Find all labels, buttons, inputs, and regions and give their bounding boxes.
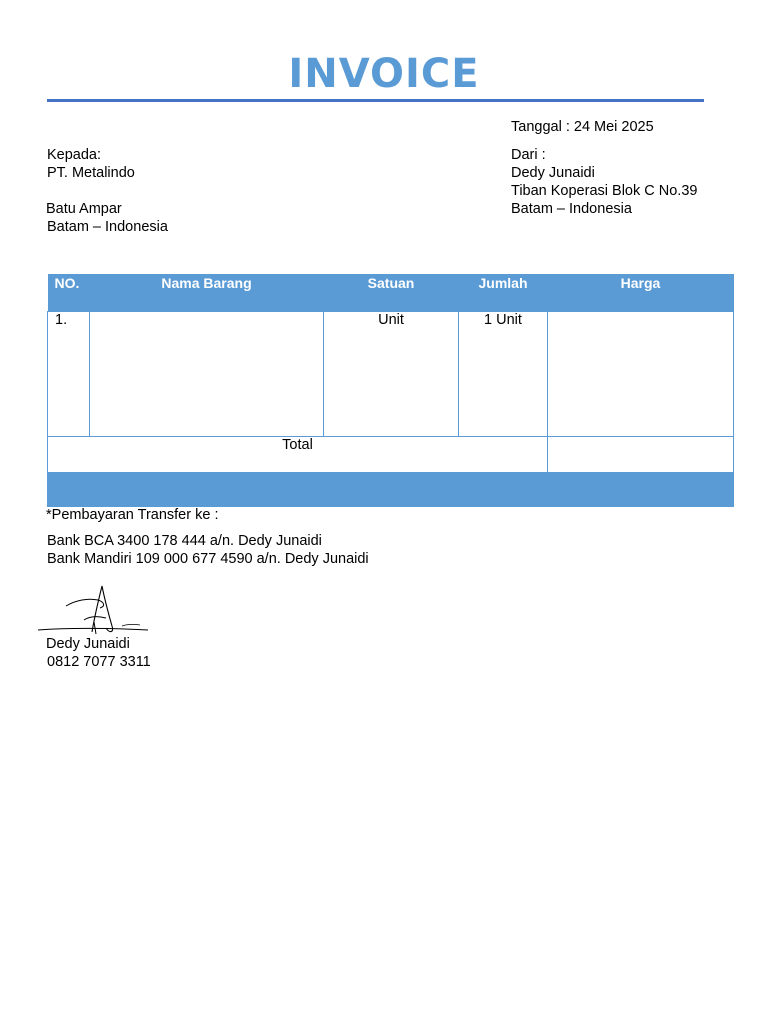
invoice-table <box>47 274 734 507</box>
signatory-name: Dedy Junaidi <box>46 636 130 652</box>
invoice-date: Tanggal : 24 Mei 2025 <box>511 119 654 135</box>
sender-label: Dari : <box>511 147 546 163</box>
table-header-row <box>48 274 734 312</box>
row-no-cell: 1. <box>48 312 90 437</box>
column-header-unit: Satuan <box>324 274 459 312</box>
bank-mandiri: Bank Mandiri 109 000 677 4590 a/n. Dedy Junaidi <box>47 551 369 567</box>
recipient-address-line2: Batam – Indonesia <box>47 219 168 235</box>
total-row <box>48 437 734 473</box>
signatory-phone: 0812 7077 3311 <box>47 654 151 670</box>
sender-name: Dedy Junaidi <box>511 165 595 181</box>
column-header-item: Nama Barang <box>90 274 324 312</box>
sender-address-line1: Tiban Koperasi Blok C No.39 <box>511 183 698 199</box>
table-row <box>48 312 734 437</box>
recipient-label: Kepada: <box>47 147 102 163</box>
sender-address-line2: Batam – Indonesia <box>511 201 632 217</box>
recipient-address-line1: Batu Ampar <box>46 201 122 217</box>
footer-band-cell <box>48 473 734 507</box>
table-footer-band <box>48 473 734 507</box>
bank-bca: Bank BCA 3400 178 444 a/n. Dedy Junaidi <box>47 533 322 549</box>
total-value-cell <box>548 437 734 473</box>
row-unit-cell: Unit <box>324 312 459 437</box>
row-price-cell <box>548 312 734 437</box>
recipient-company: PT. Metalindo <box>47 165 135 181</box>
row-item-cell <box>90 312 324 437</box>
column-header-no: NO. <box>48 274 90 312</box>
payment-note: *Pembayaran Transfer ke : <box>46 507 219 523</box>
column-header-price: Harga <box>548 274 734 312</box>
total-label: Total <box>48 437 548 473</box>
row-qty-cell: 1 Unit <box>459 312 548 437</box>
invoice-title: INVOICE <box>288 51 480 97</box>
title-underline <box>47 99 704 102</box>
column-header-qty: Jumlah <box>459 274 548 312</box>
